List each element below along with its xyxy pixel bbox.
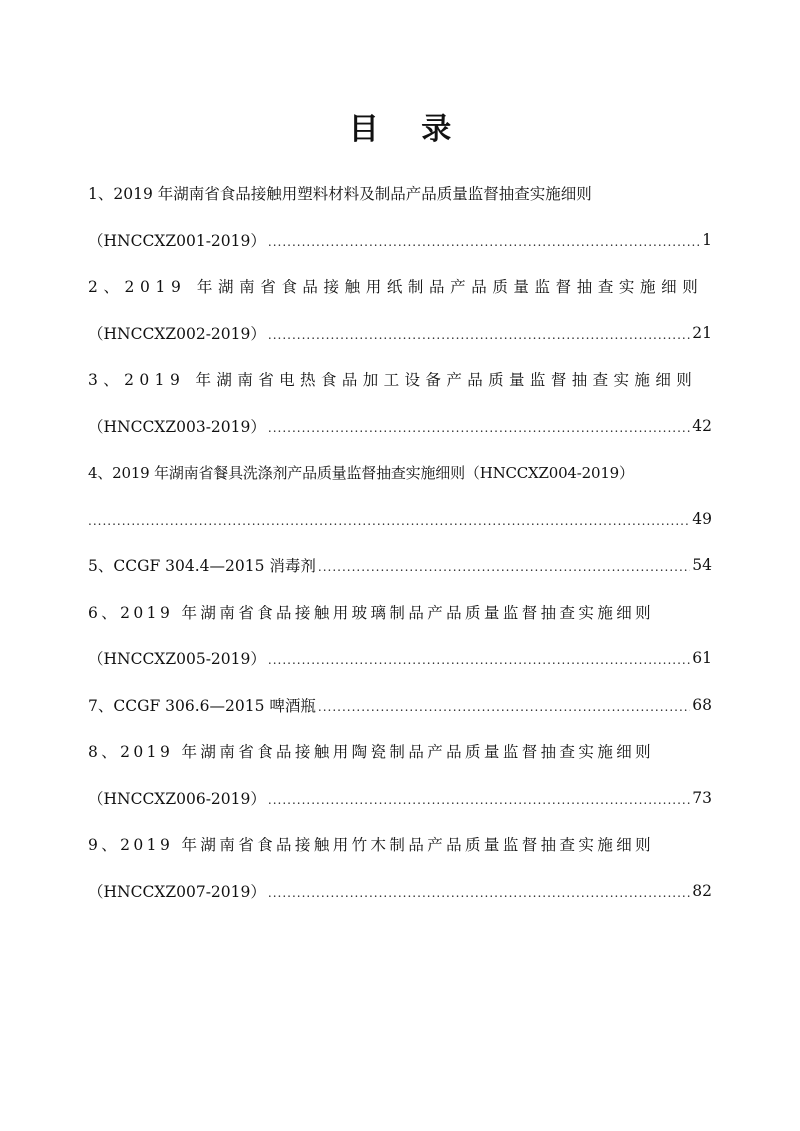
toc-entry-4-leader-line[interactable] (88, 496, 712, 543)
toc-page-number: 1 (702, 230, 712, 249)
toc-entry-2-code-line[interactable] (88, 310, 712, 357)
toc-entry-heading: 1、2019 年湖南省食品接触用塑料材料及制品产品质量监督抽查实施细则 (88, 185, 592, 204)
toc-entry-7[interactable] (88, 682, 712, 729)
toc-entry-3-code-line[interactable] (88, 403, 712, 450)
toc-page-number: 82 (692, 881, 712, 900)
toc-entry-9-heading[interactable] (88, 821, 712, 868)
toc-entry-heading: 5、CCGF 304.4—2015 消毒剂 (88, 557, 316, 576)
toc-page-number: 68 (692, 695, 712, 714)
toc-entry-4-heading[interactable] (88, 449, 712, 496)
toc-entry-heading: 8、2019 年湖南省食品接触用陶瓷制品产品质量监督抽查实施细则 (88, 743, 655, 762)
toc-entry-1-heading[interactable] (88, 170, 712, 217)
toc-entry-heading: 6、2019 年湖南省食品接触用玻璃制品产品质量监督抽查实施细则 (88, 603, 655, 622)
dot-leader (268, 232, 700, 248)
dot-leader (268, 650, 690, 666)
toc-entry-code: （HNCCXZ007-2019） (88, 882, 266, 901)
dot-leader (88, 511, 690, 527)
toc-page-number: 54 (692, 556, 712, 575)
toc-entry-code: （HNCCXZ005-2019） (88, 650, 266, 669)
toc-entry-heading: 2、2019 年湖南省食品接触用纸制品产品质量监督抽查实施细则 (88, 278, 704, 297)
toc-entry-3-heading[interactable] (88, 356, 712, 403)
toc-page-number: 49 (692, 509, 712, 528)
table-of-contents (88, 170, 712, 914)
toc-entry-code: （HNCCXZ006-2019） (88, 789, 266, 808)
page-title: 目 录 (348, 112, 468, 147)
toc-page-number: 73 (692, 788, 712, 807)
toc-entry-code: （HNCCXZ003-2019） (88, 417, 266, 436)
toc-entry-2-heading[interactable] (88, 263, 712, 310)
toc-page-number: 21 (692, 323, 712, 342)
toc-entry-heading: 9、2019 年湖南省食品接触用竹木制品产品质量监督抽查实施细则 (88, 836, 655, 855)
toc-page-number: 61 (692, 649, 712, 668)
toc-entry-code: （HNCCXZ002-2019） (88, 324, 266, 343)
toc-entry-9-code-line[interactable] (88, 868, 712, 915)
toc-entry-8-heading[interactable] (88, 728, 712, 775)
toc-entry-1-code-line[interactable] (88, 217, 712, 264)
toc-entry-5[interactable] (88, 542, 712, 589)
toc-entry-code: （HNCCXZ001-2019） (88, 231, 266, 250)
toc-entry-8-code-line[interactable] (88, 775, 712, 822)
dot-leader (318, 557, 690, 573)
dot-leader (268, 325, 690, 341)
toc-entry-6-code-line[interactable] (88, 635, 712, 682)
dot-leader (318, 697, 690, 713)
dot-leader (268, 790, 690, 806)
toc-entry-6-heading[interactable] (88, 589, 712, 636)
toc-entry-heading: 4、2019 年湖南省餐具洗涤剂产品质量监督抽查实施细则（HNCCXZ004-2019） (88, 463, 634, 482)
toc-entry-heading: 7、CCGF 306.6—2015 啤酒瓶 (88, 696, 316, 715)
toc-page-number: 42 (692, 416, 712, 435)
toc-entry-heading: 3、2019 年湖南省电热食品加工设备产品质量监督抽查实施细则 (88, 371, 698, 390)
dot-leader (268, 418, 690, 434)
dot-leader (268, 883, 690, 899)
